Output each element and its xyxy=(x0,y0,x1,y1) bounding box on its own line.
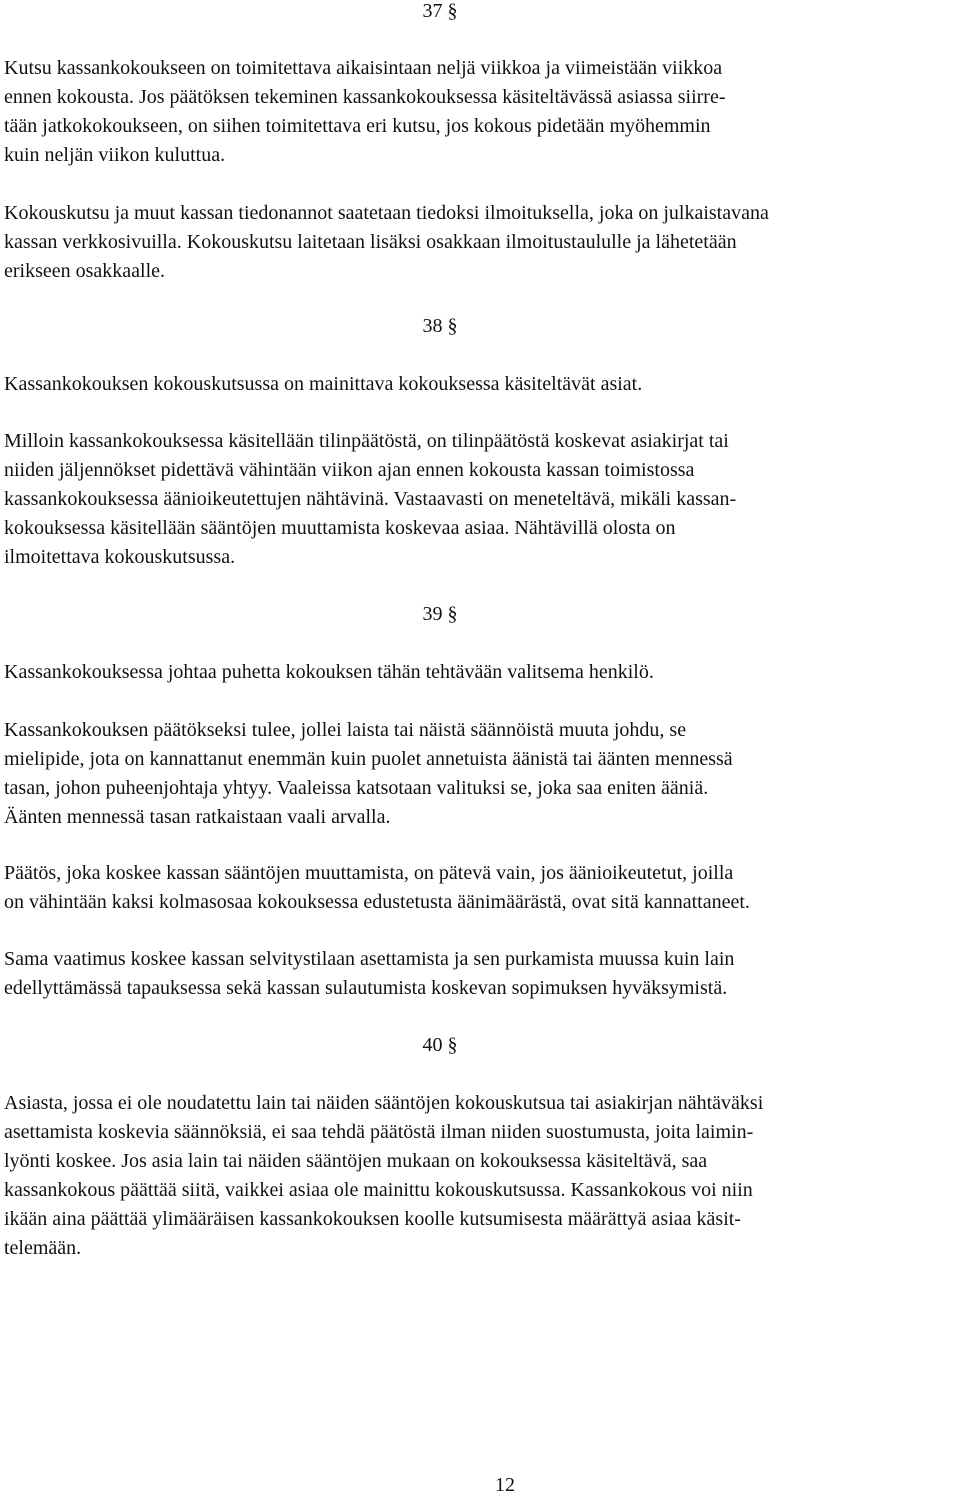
text-line: Milloin kassankokouksessa käsitellään tilinpäätöstä, on tilinpäätöstä koskevat asiakirjat tai xyxy=(4,430,729,452)
text-line: niiden jäljennökset pidettävä vähintään viikon ajan ennen kokousta kassan toimistossa xyxy=(4,459,695,481)
paragraph xyxy=(4,945,956,1003)
paragraph xyxy=(4,716,956,832)
section-heading-39: 39 § xyxy=(422,603,458,625)
text-line: edellyttämässä tapauksessa sekä kassan sulautumista koskevan sopimuksen hyväksymistä. xyxy=(4,977,728,999)
paragraph xyxy=(4,859,956,917)
paragraph xyxy=(4,54,956,170)
section-heading-38: 38 § xyxy=(422,315,458,337)
paragraph xyxy=(4,370,956,399)
text-line: Kassankokouksen päätökseksi tulee, jollei laista tai näistä säännöistä muuta johdu, se xyxy=(4,719,687,741)
text-line: telemään. xyxy=(4,1237,82,1259)
text-line: Asiasta, jossa ei ole noudatettu lain tai näiden sääntöjen kokouskutsua tai asiakirjan nähtäväksi xyxy=(4,1092,764,1114)
text-line: Kutsu kassankokoukseen on toimitettava aikaisintaan neljä viikkoa ja viimeistään viikkoa xyxy=(4,57,723,79)
section-heading-40: 40 § xyxy=(422,1034,458,1056)
text-line: on vähintään kaksi kolmasosaa kokouksessa edustetusta äänimäärästä, ovat sitä kannattaneet. xyxy=(4,891,750,913)
text-line: tasan, johon puheenjohtaja yhtyy. Vaaleissa katsotaan valituksi se, joka saa eniten ääniä. xyxy=(4,777,709,799)
page-number: 12 xyxy=(495,1474,515,1496)
text-line: kassankokous päättää siitä, vaikkei asiaa ole mainittu kokouskutsussa. Kassankokous voi niin xyxy=(4,1179,753,1201)
text-line: ennen kokousta. Jos päätöksen tekeminen kassankokouksessa käsiteltävässä asiassa siirre- xyxy=(4,86,726,108)
paragraph xyxy=(4,658,956,687)
text-line: kassan verkkosivuilla. Kokouskutsu laitetaan lisäksi osakkaan ilmoitustaululle ja lähetetään xyxy=(4,231,737,253)
text-line: Päätös, joka koskee kassan sääntöjen muuttamista, on pätevä vain, jos äänioikeutetut, joilla xyxy=(4,862,734,884)
text-line: Sama vaatimus koskee kassan selvitystilaan asettamista ja sen purkamista muussa kuin lain xyxy=(4,948,735,970)
paragraph xyxy=(4,199,956,286)
text-line: mielipide, jota on kannattanut enemmän kuin puolet annetuista äänistä tai äänten mennessä xyxy=(4,748,733,770)
text-line: Kassankokouksen kokouskutsussa on mainittava kokouksessa käsiteltävät asiat. xyxy=(4,373,643,395)
text-line: erikseen osakkaalle. xyxy=(4,260,166,282)
text-line: ikään aina päättää ylimääräisen kassankokouksen koolle kutsumisesta määrättyä asiaa käsit- xyxy=(4,1208,741,1230)
text-line: asettamista koskevia säännöksiä, ei saa tehdä päätöstä ilman niiden suostumusta, joita laimin- xyxy=(4,1121,754,1143)
text-line: Kassankokouksessa johtaa puhetta kokouksen tähän tehtävään valitsema henkilö. xyxy=(4,661,654,683)
text-line: ilmoitettava kokouskutsussa. xyxy=(4,546,236,568)
text-line: tään jatkokokoukseen, on siihen toimitettava eri kutsu, jos kokous pidetään myöhemmin xyxy=(4,115,711,137)
section-heading-37: 37 § xyxy=(422,0,458,22)
paragraph xyxy=(4,1089,956,1263)
text-line: Äänten mennessä tasan ratkaistaan vaali arvalla. xyxy=(4,806,391,828)
text-line: kuin neljän viikon kuluttua. xyxy=(4,144,226,166)
text-line: lyönti koskee. Jos asia lain tai näiden sääntöjen mukaan on kokouksessa käsiteltävä, saa xyxy=(4,1150,708,1172)
text-line: kassankokouksessa äänioikeutettujen nähtävinä. Vastaavasti on meneteltävä, mikäli kassan- xyxy=(4,488,737,510)
text-line: kokouksessa käsitellään sääntöjen muuttamista koskevaa asiaa. Nähtävillä olosta on xyxy=(4,517,676,539)
text-line: Kokouskutsu ja muut kassan tiedonannot saatetaan tiedoksi ilmoituksella, joka on julkaistavana xyxy=(4,202,769,224)
paragraph xyxy=(4,427,956,572)
